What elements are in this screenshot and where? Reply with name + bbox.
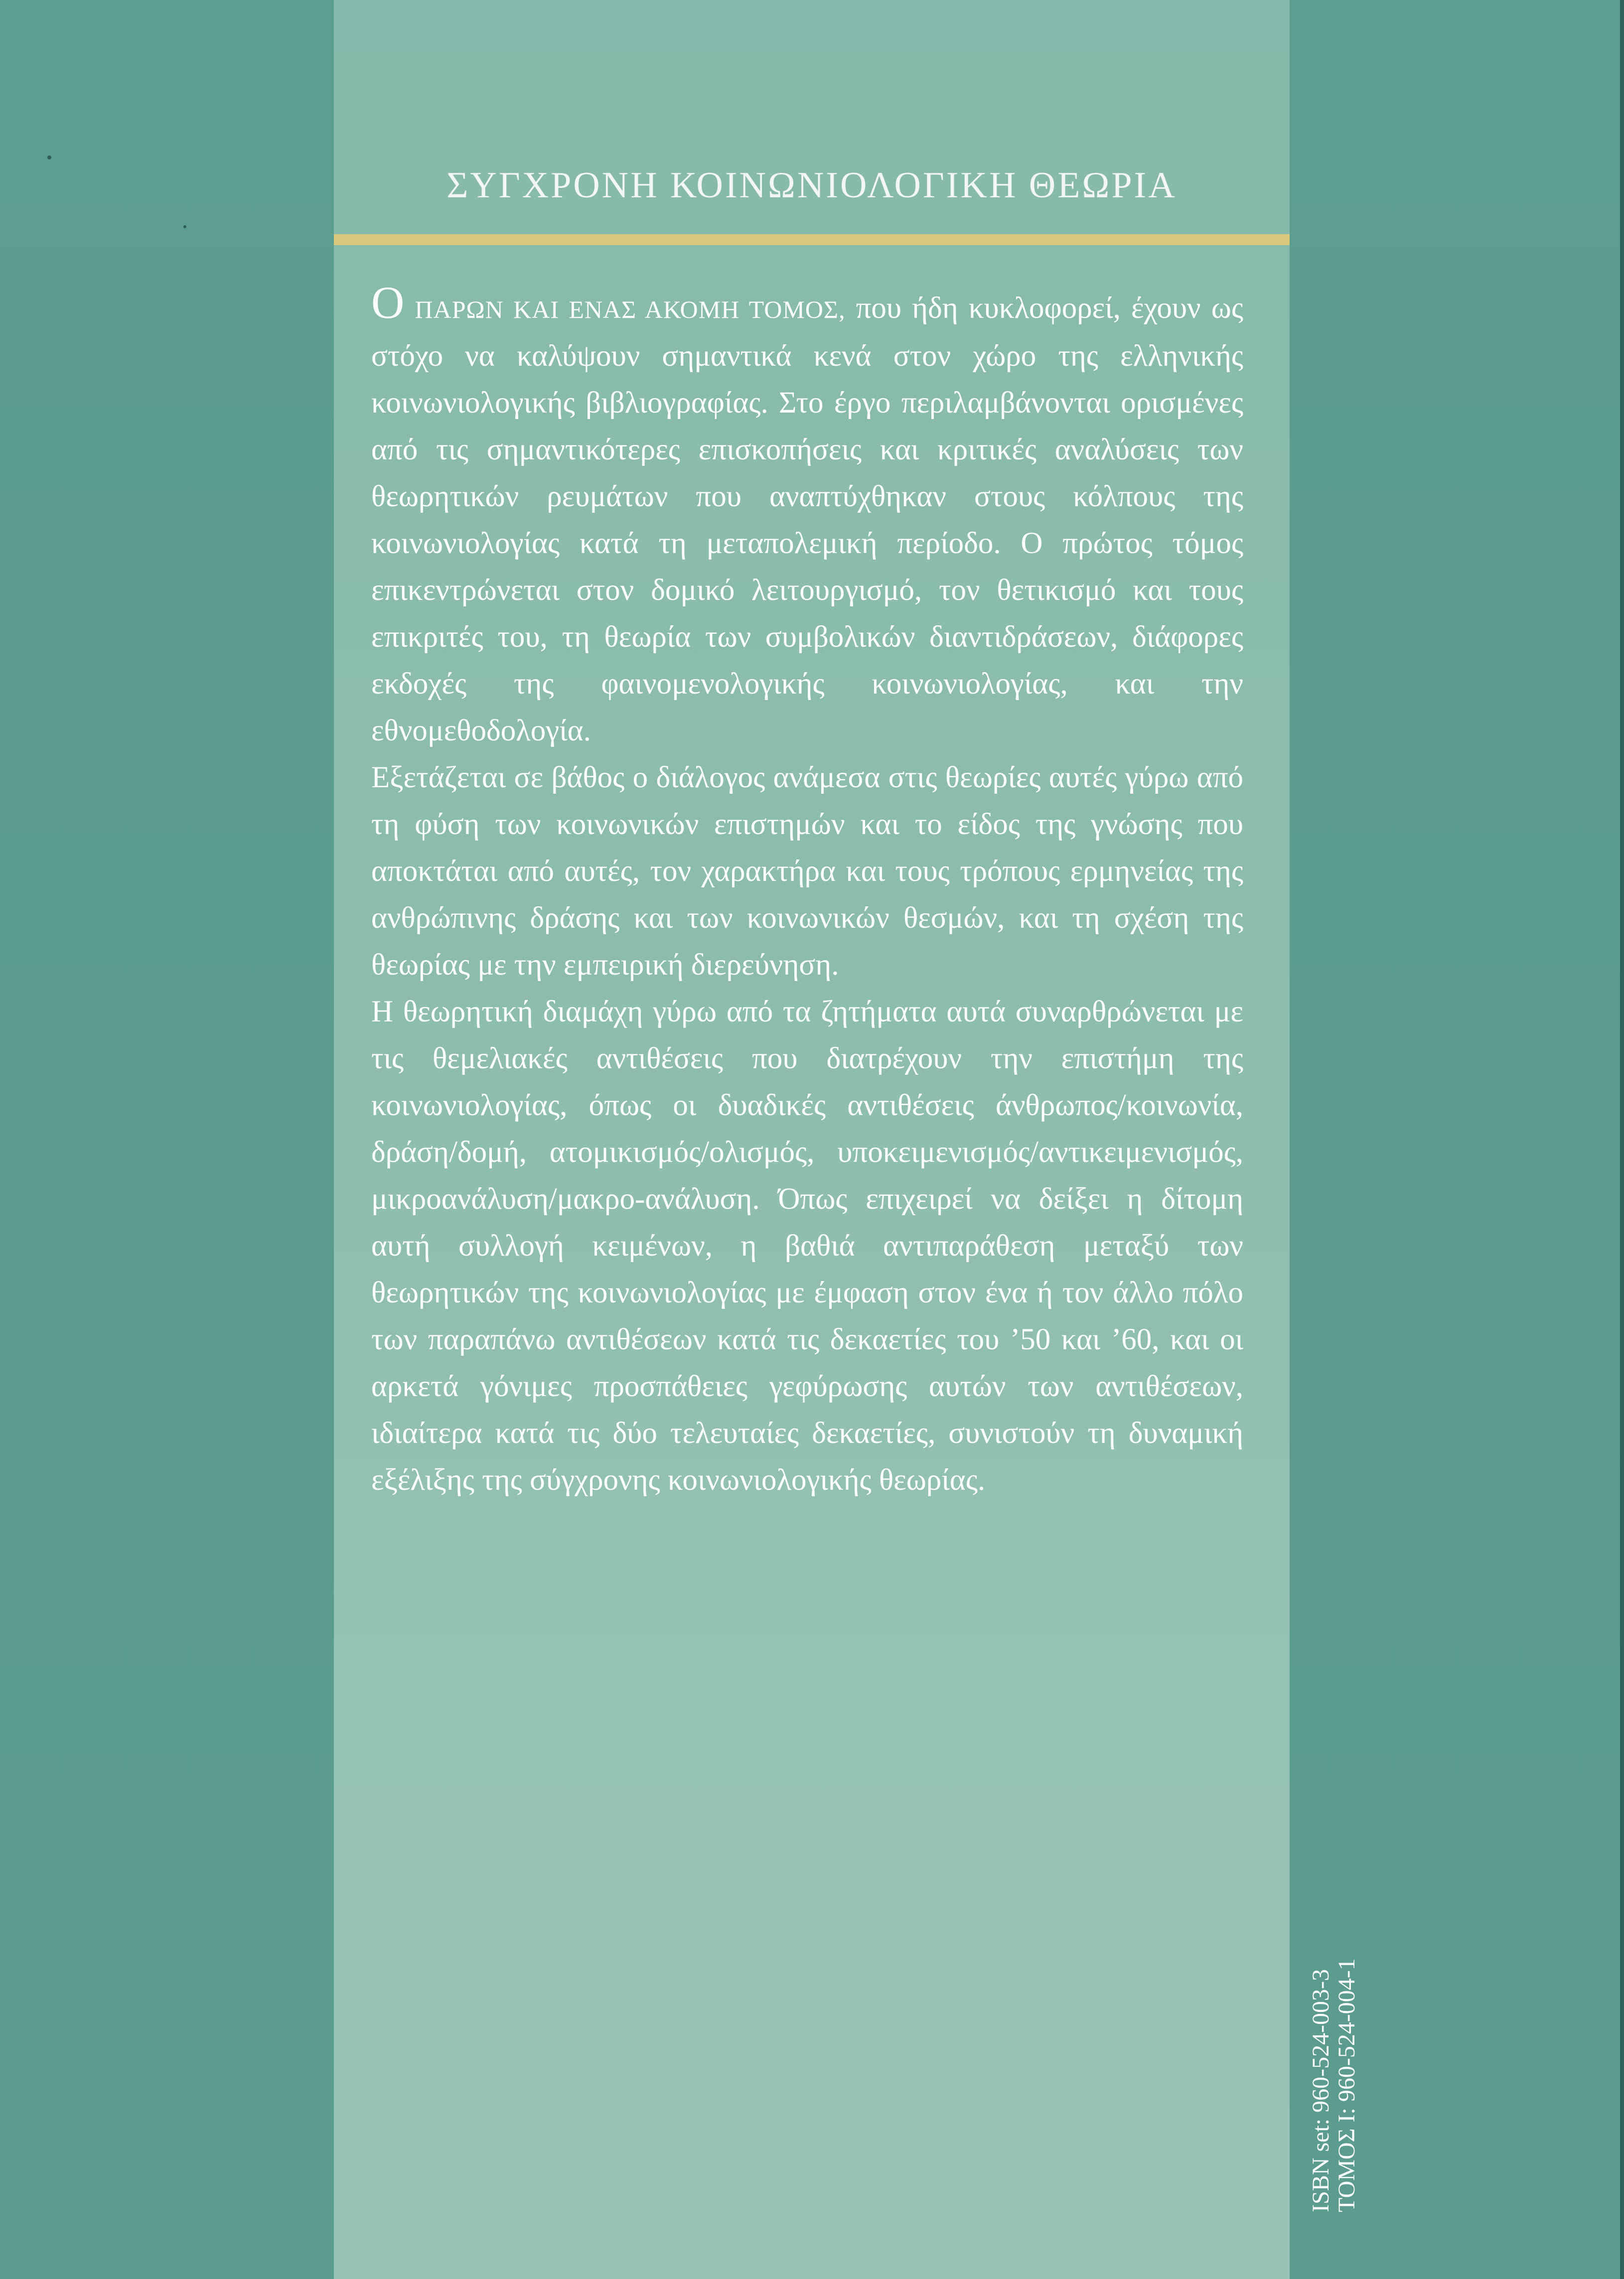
drop-cap: Ο <box>371 277 405 328</box>
blurb-paragraph: Η θεωρητική διαμάχη γύρω από τα ζητήματα αυτά συναρθρώνεται με τις θεμελιακές αντιθέσεις που διατρέχουν την επιστήμη της κοινωνιολογίας, όπως οι δυαδικές αντιθέσεις άνθρωπος/κοινωνία, δράση/δομή, ατομικισμός/ολισμός, υποκειμενισμός/αντικειμενισμός, μικροανάλυση/μακρο-ανάλυση. Όπως επιχειρεί να δείξει η δίτομη αυτή συλλογή κειμένων, η βαθιά αντιπαράθεση μεταξύ των θεωρητικών της κοινωνιολογίας με έμφαση στον ένα ή τον άλλο πόλο των παραπάνω αντιθέσεων κατά τις δεκαετίες του ’50 και ’60, και οι αρκετά γόνιμες προσπάθειες γεφύρωσης αυτών των αντιθέσεων, ιδιαίτερα κατά τις δύο τελευταίες δεκαετίες, συνιστούν τη δυναμική εξέλιξης της σύγχρονης κοινωνιολογικής θεωρίας. <box>371 995 1243 1497</box>
small-caps-lead: ΠΑΡΩΝ ΚΑΙ ΕΝΑΣ ΑΚΟΜΗ ΤΟΜΟΣ, <box>415 295 846 323</box>
cover-edge <box>1620 0 1624 2279</box>
paragraph-text: που ήδη κυκλοφορεί, έχουν ως στόχο να καλύψουν σημαντικά κενά στον χώρο της ελληνικής κοινωνιολογικής βιβλιογραφίας. Στο έργο περιλαμβάνονται ορισμένες από τις σημαντικότερες επισκοπήσεις και κριτικές αναλύσεις των θεωρητικών ρευμάτων που αναπτύχθηκαν στους κόλπους της κοινωνιολογίας κατά τη μεταπολεμική περίοδο. Ο πρώτος τόμος επικεντρώνεται στον δομικό λειτουργισμό, τον θετικισμό και τους επικριτές του, τη θεωρία των συμβολικών διαντιδράσεων, διάφορες εκδοχές της φαινομενολογικής κοινωνιολογίας, και την εθνομεθοδολογία. <box>371 291 1244 747</box>
blurb-paragraph: Εξετάζεται σε βάθος ο διάλογος ανάμεσα στις θεωρίες αυτές γύρω από τη φύση των κοινωνικών επιστημών και το είδος της γνώσης που αποκτάται από αυτές, τον χαρακτήρα και τους τρόπους ερμηνείας της ανθρώπινης δράσης και των κοινωνικών θεσμών, και τη σχέση της θεωρίας με την εμπειρική διερεύνηση. <box>371 761 1243 982</box>
isbn-volume: ΤΟΜΟΣ Ι: 960-524-004-1 <box>1333 1958 1360 2212</box>
isbn-block <box>1308 1804 1360 2212</box>
isbn-set: ISBN set: 960-524-003-3 <box>1308 1969 1334 2212</box>
dust-speck <box>183 225 186 228</box>
center-panel <box>334 0 1360 2279</box>
blurb-paragraph <box>371 279 1243 754</box>
accent-rule <box>334 234 1290 245</box>
blurb-text <box>371 279 1243 1504</box>
series-title: ΣΥΓΧΡΟΝΗ ΚΟΙΝΩΝΙΟΛΟΓΙΚΗ ΘΕΩΡΙΑ <box>446 165 1177 206</box>
dust-speck <box>47 155 51 159</box>
